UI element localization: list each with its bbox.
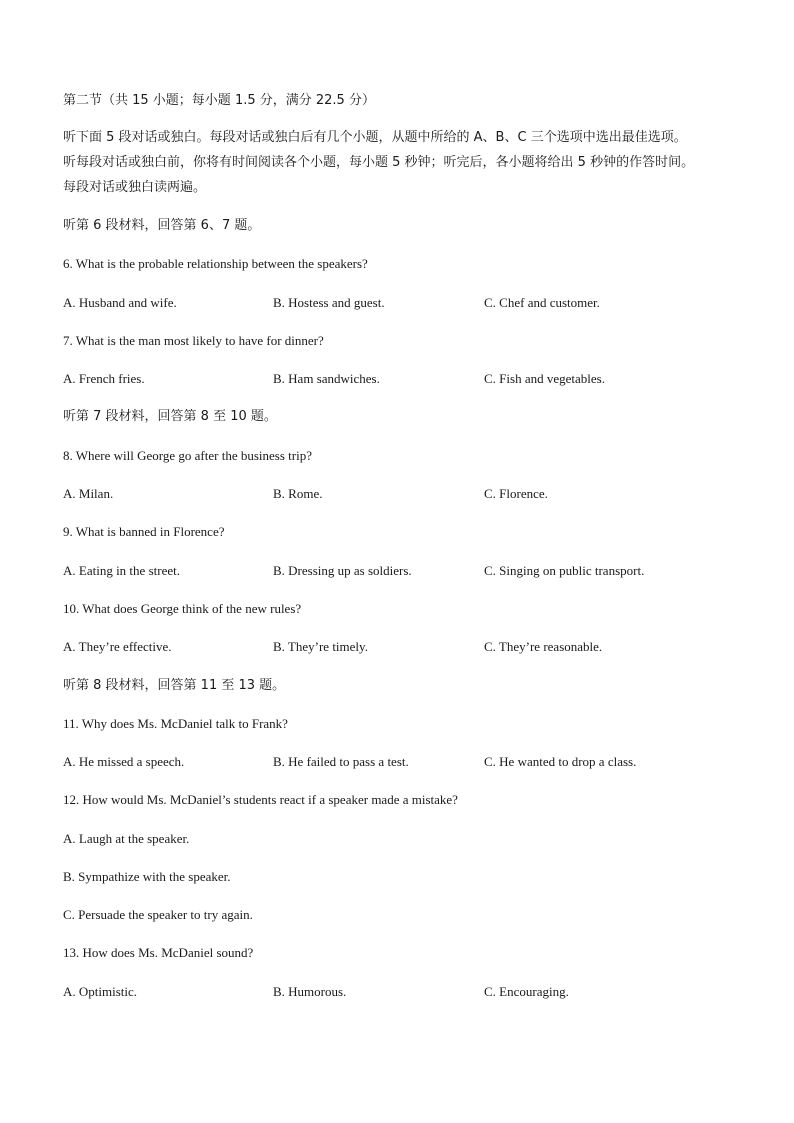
option-12-b: B. Sympathize with the speaker. [63, 869, 231, 884]
option-9-a: A. Eating in the street. [63, 563, 180, 578]
option-6-c: C. Chef and customer. [484, 295, 600, 310]
option-11-a: A. He missed a speech. [63, 754, 185, 769]
question-stem-6: 6. What is the probable relationship between the speakers? [63, 256, 368, 271]
option-11-b: B. He failed to pass a test. [273, 754, 409, 769]
option-12-a: A. Laugh at the speaker. [63, 831, 190, 846]
option-7-a: A. French fries. [63, 371, 145, 386]
option-12-c: C. Persuade the speaker to try again. [63, 907, 253, 922]
option-6-b: B. Hostess and guest. [273, 295, 385, 310]
option-13-b: B. Humorous. [273, 984, 347, 999]
option-8-c: C. Florence. [484, 486, 548, 501]
option-9-b: B. Dressing up as soldiers. [273, 563, 412, 578]
question-stem-8: 8. Where will George go after the business trip? [63, 448, 312, 463]
option-8-b: B. Rome. [273, 486, 323, 501]
option-9-c: C. Singing on public transport. [484, 563, 645, 578]
question-stem-7: 7. What is the man most likely to have for dinner? [63, 333, 324, 348]
question-stem-10: 10. What does George think of the new rules? [63, 601, 302, 616]
option-7-b: B. Ham sandwiches. [273, 371, 380, 386]
option-10-b: B. They’re timely. [273, 639, 368, 654]
question-stem-13: 13. How does Ms. McDaniel sound? [63, 945, 254, 960]
group-intro-6: 听第 6 段材料，回答第 6、7 题。 [63, 218, 261, 233]
instruction-line-2: 听每段对话或独白前，你将有时间阅读各个小题，每小题 5 秒钟；听完后，各小题将给出 5 秒钟的作答时间。 [63, 155, 695, 170]
option-10-a: A. They’re effective. [63, 639, 172, 654]
section-heading: 第二节（共 15 小题；每小题 1.5 分，满分 22.5 分） [63, 93, 375, 108]
question-stem-9: 9. What is banned in Florence? [63, 524, 225, 539]
instruction-line-1: 听下面 5 段对话或独白。每段对话或独白后有几个小题，从题中所给的 A、B、C 三个选项中选出最佳选项。 [63, 130, 687, 145]
question-stem-12: 12. How would Ms. McDaniel’s students react if a speaker made a mistake? [63, 792, 458, 807]
option-7-c: C. Fish and vegetables. [484, 371, 605, 386]
option-13-a: A. Optimistic. [63, 984, 138, 999]
group-intro-8: 听第 8 段材料，回答第 11 至 13 题。 [63, 678, 286, 693]
question-stem-11: 11. Why does Ms. McDaniel talk to Frank? [63, 716, 288, 731]
option-6-a: A. Husband and wife. [63, 295, 177, 310]
option-11-c: C. He wanted to drop a class. [484, 754, 637, 769]
option-10-c: C. They’re reasonable. [484, 639, 603, 654]
group-intro-7: 听第 7 段材料，回答第 8 至 10 题。 [63, 409, 277, 424]
instruction-line-3: 每段对话或独白读两遍。 [63, 180, 207, 195]
option-8-a: A. Milan. [63, 486, 114, 501]
option-13-c: C. Encouraging. [484, 984, 569, 999]
